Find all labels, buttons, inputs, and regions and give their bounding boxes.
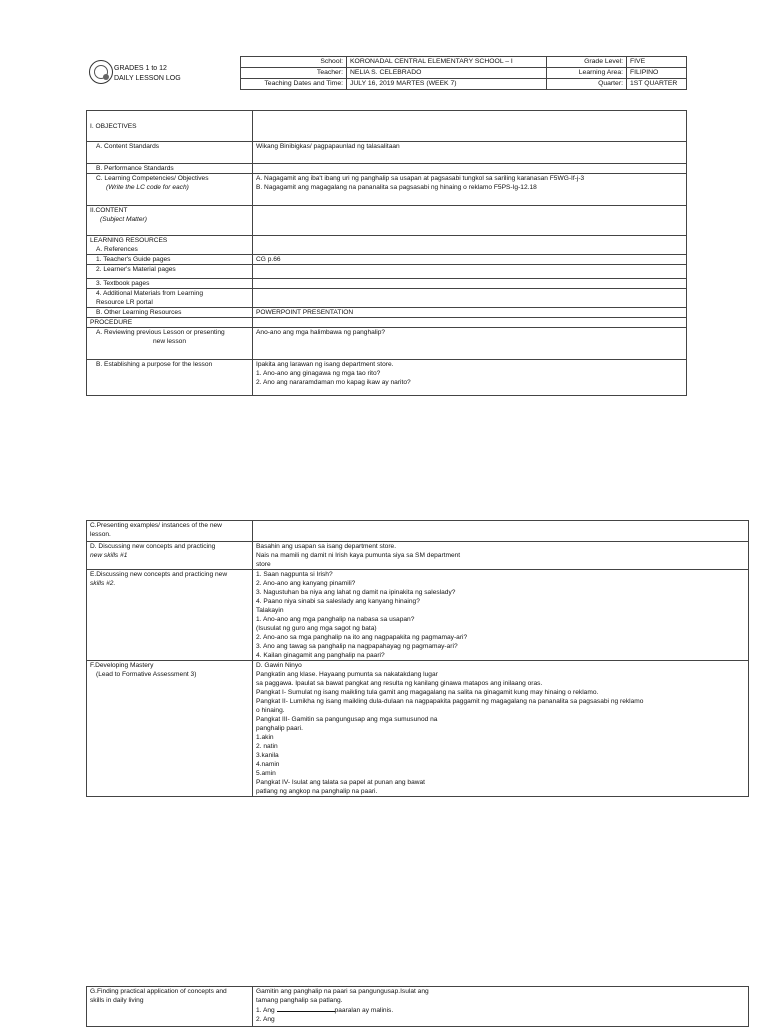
- learning-resources-label: LEARNING RESOURCES A. References: [87, 236, 253, 255]
- grades-label: GRADES 1 to 12: [114, 65, 167, 72]
- discussing-2-value: 1. Saan nagpunta si Irish? 2. Ano-ano ang kanyang pinamili? 3. Nagustuhan ba niya ang lahat ng damit na ipinakita ng saleslady? 4. Paano niya sinabi sa saleslady ang kanyang hinaing? Talakayin 1. Ano-ano ang mga panghalip na nabasa sa usapan? (Isusulat ng guro ang mga sagot ng bata) 2. Ano-ano sa mga panghalip na ito ang nagpapakita ng pagmamay-ari? 3. Ano ang tawag sa panghalip na nagpapahayag ng pagmamay-ari? 4. Kailan ginagamit ang panghalip na paari?: [253, 570, 749, 661]
- practical-application-label: G.Finding practical application of concepts and skills in daily living: [87, 987, 253, 1027]
- discussing-2-label: E.Discussing new concepts and practicing new skills #2.: [87, 570, 253, 661]
- competencies-value: A. Nagagamit ang iba't ibang uri ng panghalip sa usapan at pagsasabi tungkol sa sariling karanasan F5WG-If-j-3 B. Nagagamit ang magagalang na pananalita sa pagsasabi ng hinaing o reklamo F5PS-Ig-12.18: [253, 174, 687, 206]
- learning-area-value: FILIPINO: [627, 68, 687, 79]
- performance-standards-label: B. Performance Standards: [87, 164, 253, 174]
- daily-lesson-log-label: DAILY LESSON LOG: [114, 75, 181, 82]
- content-label: II.CONTENT (Subject Matter): [87, 206, 253, 236]
- learning-area-label: Learning Area:: [547, 68, 627, 79]
- application-table: [86, 986, 749, 1027]
- tg-pages-value: CG p.66: [253, 255, 687, 265]
- additional-materials-label: 4. Additional Materials from Learning Resource LR portal: [87, 289, 253, 308]
- teacher-label: Teacher:: [241, 68, 347, 79]
- reviewing-label: A. Reviewing previous Lesson or presenting new lesson: [87, 328, 253, 360]
- dates-label: Teaching Dates and Time:: [241, 79, 347, 90]
- procedure-heading: PROCEDURE: [87, 318, 253, 328]
- dates-value: JULY 16, 2019 MARTES (WEEK 7): [347, 79, 547, 90]
- other-resources-label: B. Other Learning Resources: [87, 308, 253, 318]
- deped-seal-logo: [89, 60, 113, 84]
- content-standards-label: A. Content Standards: [87, 142, 253, 164]
- procedure-table: [86, 520, 749, 797]
- header-title: [114, 64, 181, 84]
- developing-mastery-value: D. Gawin Ninyo Pangkatin ang klase. Hayaang pumunta sa nakatakdang lugar sa paggawa. Ipaulat sa bawat pangkat ang resulta ng kanilang ginawa matapos ang inilaang oras. Pangkat I- Sumulat ng isang maikling tula gamit ang magagalang na salita na ginagamit kung may hinaing o reklamo. Pangkat II- Lumikha ng isang maikling dula-dulaan na nagpapakita paggamit ng magagalang na pananalita sa pagsasabi ng reklamo o hinaing. Pangkat III- Gamitin sa pangungusap ang mga sumusunod na panghalip paari. 1.akin 2. natin 3.kanila 4.namin 5.amin Pangkat IV- Isulat ang talata sa papel at punan ang bawat patlang ng angkop na panghalip na paari.: [253, 661, 749, 797]
- discussing-1-value: Basahin ang usapan sa isang department store. Nais na mamili ng damit ni Irish kaya pumunta siya sa SM department store: [253, 542, 749, 570]
- tg-pages-label: 1. Teacher's Guide pages: [87, 255, 253, 265]
- fill-blank-line: [277, 1005, 335, 1012]
- competencies-label: C. Learning Competencies/ Objectives (Write the LC code for each): [87, 174, 253, 206]
- establishing-value: Ipakita ang larawan ng isang department store. 1. Ano-ano ang ginagawa ng mga tao rito? 2. Ano ang nararamdaman mo kapag ikaw ay narito?: [253, 360, 687, 396]
- establishing-label: B. Establishing a purpose for the lesson: [87, 360, 253, 396]
- grade-level-label: Grade Level:: [547, 57, 627, 68]
- objectives-table: [86, 110, 687, 396]
- practical-application-value: Gamitin ang panghalip na paari sa pangungusap.Isulat ang tamang panghalip sa patlang. 1. Ang paaralan ay malinis. 2. Ang: [253, 987, 749, 1027]
- textbook-pages-label: 3. Textbook pages: [87, 279, 253, 289]
- other-resources-value: POWERPOINT PRESENTATION: [253, 308, 687, 318]
- teacher-value: NELIA S. CELEBRADO: [347, 68, 547, 79]
- header-table: [240, 56, 687, 90]
- objectives-heading: I. OBJECTIVES: [87, 111, 253, 142]
- reviewing-value: Ano-ano ang mga halimbawa ng panghalip?: [253, 328, 687, 360]
- school-value: KORONADAL CENTRAL ELEMENTARY SCHOOL – I: [347, 57, 547, 68]
- quarter-value: 1ST QUARTER: [627, 79, 687, 90]
- lm-pages-label: 2. Learner's Material pages: [87, 265, 253, 279]
- school-label: School:: [241, 57, 347, 68]
- developing-mastery-label: F.Developing Mastery (Lead to Formative Assessment 3): [87, 661, 253, 797]
- presenting-examples-label: C.Presenting examples/ instances of the new lesson.: [87, 521, 253, 542]
- grade-level-value: FIVE: [627, 57, 687, 68]
- discussing-1-label: D. Discussing new concepts and practicing new skills #1: [87, 542, 253, 570]
- content-standards-value: Wikang Binibigkas/ pagpapaunlad ng talasalitaan: [253, 142, 687, 164]
- quarter-label: Quarter:: [547, 79, 627, 90]
